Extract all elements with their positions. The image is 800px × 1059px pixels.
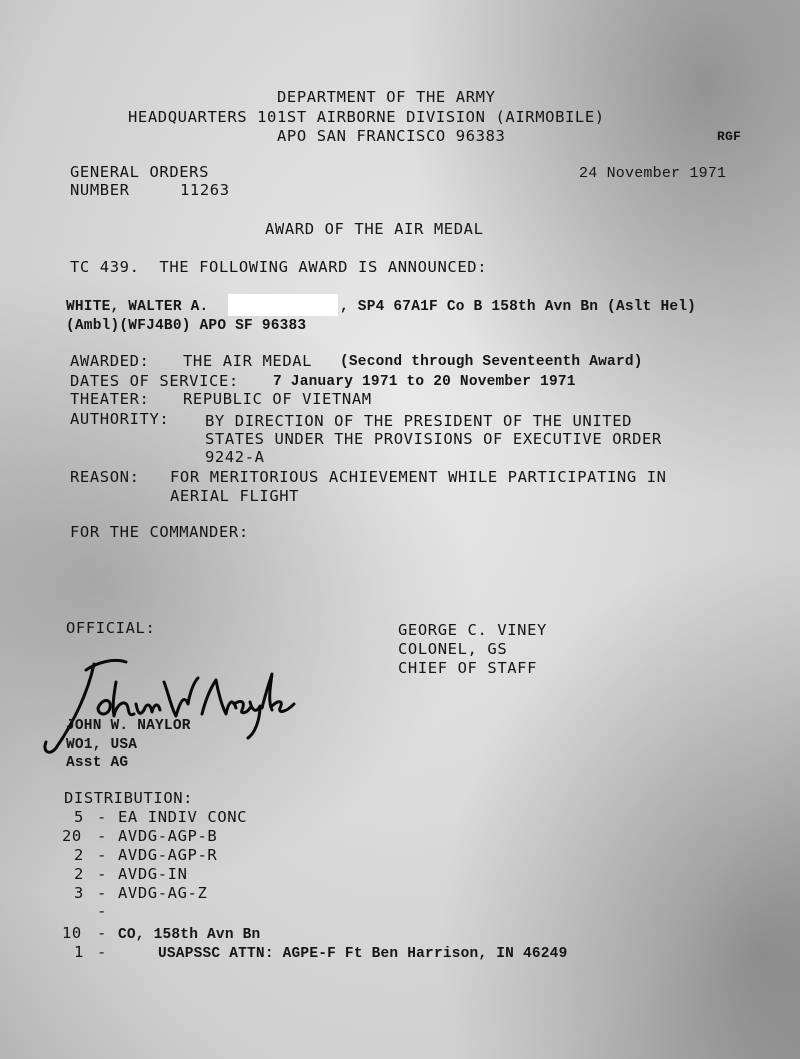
recipient-name: WHITE, WALTER A. xyxy=(66,299,209,315)
reason-line-2: AERIAL FLIGHT xyxy=(170,487,300,505)
distribution-qty: 3 xyxy=(74,884,84,902)
distribution-dash: - xyxy=(97,827,107,845)
distribution-label: DISTRIBUTION: xyxy=(64,789,194,807)
signer-title: Asst AG xyxy=(66,755,129,771)
distribution-qty: 2 xyxy=(74,846,84,864)
distribution-qty: 20 xyxy=(62,827,82,845)
authority-line-2: STATES UNDER THE PROVISIONS OF EXECUTIVE ORDER xyxy=(205,430,662,448)
official-label: OFFICIAL: xyxy=(66,619,156,637)
distribution-dash: - xyxy=(97,902,107,920)
tc-announcement: TC 439. THE FOLLOWING AWARD IS ANNOUNCED: xyxy=(70,258,488,276)
redaction-box xyxy=(228,294,338,316)
distribution-destination: USAPSSC ATTN: AGPE-F Ft Ben Harrison, IN 46249 xyxy=(158,946,568,962)
distribution-qty: 5 xyxy=(74,808,84,826)
distribution-dash: - xyxy=(97,808,107,826)
headquarters-heading: HEADQUARTERS 101ST AIRBORNE DIVISION (AIRMOBILE) xyxy=(128,108,605,126)
awarded-label: AWARDED: xyxy=(70,352,150,370)
theater-label: THEATER: xyxy=(70,390,150,408)
distribution-destination: CO, 158th Avn Bn xyxy=(118,927,261,943)
authority-label: AUTHORITY: xyxy=(70,410,170,428)
reason-line-1: FOR MERITORIOUS ACHIEVEMENT WHILE PARTICIPATING IN xyxy=(170,468,667,486)
distribution-destination: AVDG-AGP-B xyxy=(118,827,218,845)
award-title: AWARD OF THE AIR MEDAL xyxy=(265,220,484,238)
distribution-destination: AVDG-AG-Z xyxy=(118,884,208,902)
reason-label: REASON: xyxy=(70,468,140,486)
commander-title: CHIEF OF STAFF xyxy=(398,659,538,677)
distribution-destination: AVDG-IN xyxy=(118,865,188,883)
distribution-destination: AVDG-AGP-R xyxy=(118,846,218,864)
distribution-dash: - xyxy=(97,924,107,942)
dates-label: DATES OF SERVICE: xyxy=(70,372,239,390)
number-label: NUMBER xyxy=(70,181,130,199)
awarded-value-detail: (Second through Seventeenth Award) xyxy=(340,354,643,370)
department-heading: DEPARTMENT OF THE ARMY xyxy=(277,88,496,106)
recipient-unit-line2: (Ambl)(WFJ4B0) APO SF 96383 xyxy=(66,318,307,334)
distribution-dash: - xyxy=(97,846,107,864)
distribution-qty: 2 xyxy=(74,865,84,883)
routing-code: RGF xyxy=(717,129,742,144)
for-commander: FOR THE COMMANDER: xyxy=(70,523,249,541)
distribution-dash: - xyxy=(97,943,107,961)
distribution-qty: 10 xyxy=(62,924,82,942)
commander-rank: COLONEL, GS xyxy=(398,640,508,658)
distribution-destination: EA INDIV CONC xyxy=(118,808,248,826)
theater-value: REPUBLIC OF VIETNAM xyxy=(183,390,372,408)
awarded-value: THE AIR MEDAL xyxy=(183,352,313,370)
commander-name: GEORGE C. VINEY xyxy=(398,621,547,639)
signer-name: JOHN W. NAYLOR xyxy=(66,718,191,734)
distribution-qty: 1 xyxy=(74,943,84,961)
distribution-dash: - xyxy=(97,884,107,902)
dates-value: 7 January 1971 to 20 November 1971 xyxy=(273,374,576,390)
order-date: 24 November 1971 xyxy=(579,165,727,182)
signer-rank: WO1, USA xyxy=(66,737,138,753)
order-number: 11263 xyxy=(180,181,230,199)
distribution-dash: - xyxy=(97,865,107,883)
general-orders-label: GENERAL ORDERS xyxy=(70,163,210,181)
authority-line-3: 9242-A xyxy=(205,448,265,466)
apo-heading: APO SAN FRANCISCO 96383 xyxy=(277,127,506,145)
recipient-unit: , SP4 67A1F Co B 158th Avn Bn (Aslt Hel) xyxy=(340,299,697,315)
authority-line-1: BY DIRECTION OF THE PRESIDENT OF THE UNITED xyxy=(205,412,633,430)
